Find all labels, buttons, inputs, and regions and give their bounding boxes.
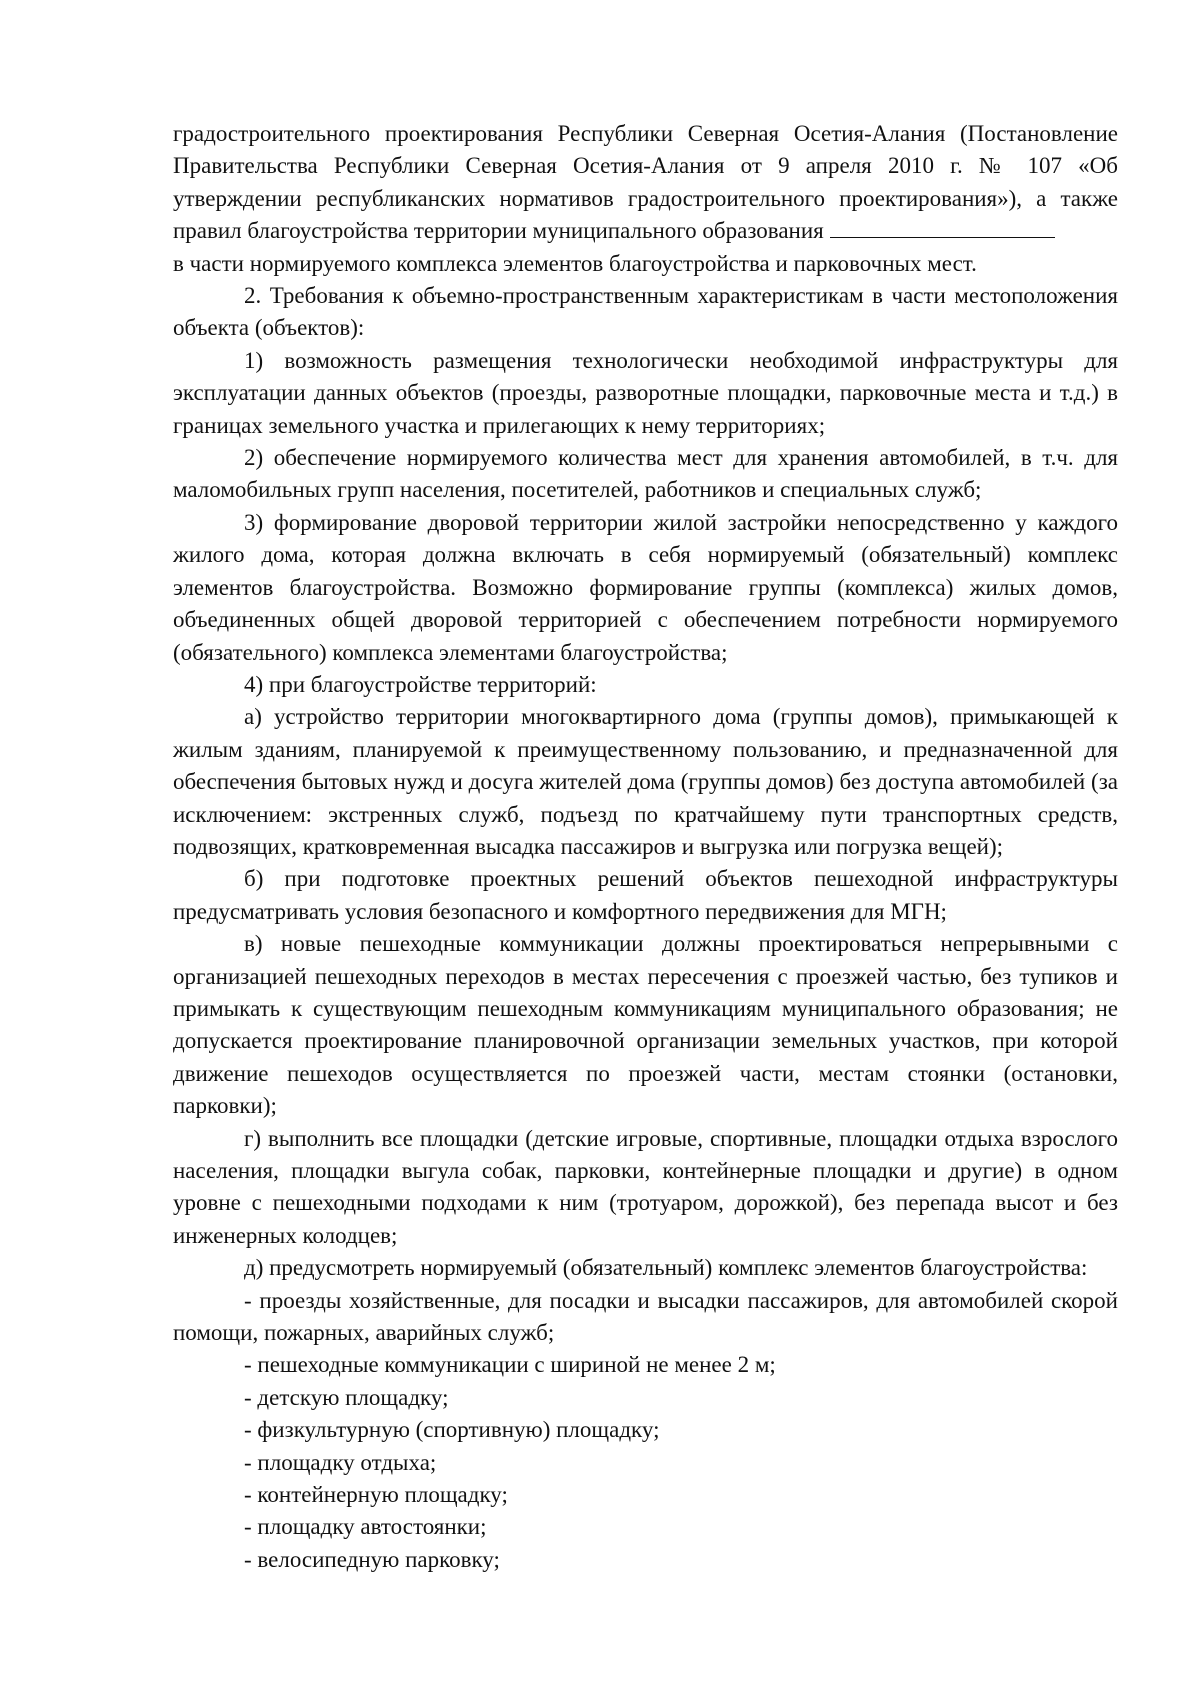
list-item: - площадку отдыха; — [244, 1449, 437, 1475]
paragraph-intro-line-5: в части нормируемого комплекса элементов благоустройства и парковочных мест. — [173, 250, 977, 276]
municipality-blank-line — [830, 215, 1055, 238]
paragraph-intro-line-2: Правительства Республики Северная Осетия-Алания от 9 апреля 2010 г. № 107 «Об — [173, 153, 1118, 179]
list-item: - контейнерную площадку; — [244, 1482, 508, 1508]
paragraph-4: 2) обеспечение нормируемого количества мест для хранения автомобилей, в т.ч. для маломобильных групп населения, посетителей, работников и специальных служб; — [173, 445, 1118, 503]
list-item: - велосипедную парковку; — [244, 1546, 500, 1572]
list-item: - физкультурную (спортивную) площадку; — [244, 1417, 660, 1443]
paragraph-11: д) предусмотреть нормируемый (обязательный) комплекс элементов благоустройства: — [244, 1255, 1088, 1281]
list-item: - площадку автостоянки; — [244, 1514, 487, 1540]
paragraph-3: 1) возможность размещения технологически необходимой инфраструктуры для эксплуатации данных объектов (проезды, разворотные площадки, парковочные места и т.д.) в границах земельного участка и прилегающих к нему территориях; — [173, 347, 1118, 438]
paragraph-6: 4) при благоустройстве территорий: — [244, 671, 597, 697]
paragraph-12: - проезды хозяйственные, для посадки и высадки пассажиров, для автомобилей скорой помощи, пожарных, аварийных служб; — [173, 1287, 1118, 1346]
paragraph-7: а) устройство территории многоквартирного дома (группы домов), примыкающей к жилым зданиям, планируемой к преимущественному пользованию, и предназначенной для обеспечения бытовых нужд и досуга жителей дома (группы домов) без доступа автомобилей (за исключением: экстренных служб, подъезд по кратчайшему пути транспортных средств, подвозящих, кратковременная высадка пассажиров и выгрузка или погрузка вещей); — [173, 704, 1118, 859]
paragraph-5: 3) формирование дворовой территории жилой застройки непосредственно у каждого жилого дома, которая должна включать в себя нормируемый (обязательный) комплекс элементов благоустройства. Возможно формирование группы (комплекса) жилых домов, объединенных общей дворовой территорией с обеспечением потребности нормируемого (обязательного) комплекса элементами благоустройства; — [173, 509, 1118, 665]
paragraph-2: 2. Требования к объемно-пространственным характеристикам в части местоположения объекта (объектов): — [173, 283, 1118, 341]
paragraph-intro-line-3: утверждении республиканских нормативов градостроительного проектирования»), а также — [173, 185, 1118, 211]
paragraph-8: б) при подготовке проектных решений объектов пешеходной инфраструктуры предусматривать условия безопасного и комфортного передвижения для МГН; — [173, 866, 1118, 924]
list-item: - детскую площадку; — [244, 1384, 449, 1410]
paragraph-9: в) новые пешеходные коммуникации должны проектироваться непрерывными с организацией пешеходных переходов в местах пересечения с проезжей частью, без тупиков и примыкать к существующим пешеходным коммуникациям муниципального образования; не допускается проектирование планировочной организации земельных участков, при которой движение пешеходов осуществляется по проезжей части, местам стоянки (остановки, парковки); — [173, 931, 1118, 1119]
document-body — [173, 118, 1118, 1576]
paragraph-intro-line-1: градостроительного проектирования Республики Северная Осетия-Алания (Постановление — [173, 121, 1118, 146]
paragraph-intro — [173, 118, 1118, 280]
paragraph-intro-line-4 — [173, 215, 1118, 247]
paragraph-10: г) выполнить все площадки (детские игровые, спортивные, площадки отдыха взрослого населения, площадки выгула собак, парковки, контейнерные площадки и другие) в одном уровне с пешеходными подходами к ним (тротуаром, дорожкой), без перепада высот и без инженерных колодцев; — [173, 1125, 1118, 1248]
list-item: - пешеходные коммуникации с шириной не менее 2 м; — [244, 1352, 776, 1378]
paragraph-intro-line-4-text: правил благоустройства территории муниципального образования — [173, 218, 824, 244]
